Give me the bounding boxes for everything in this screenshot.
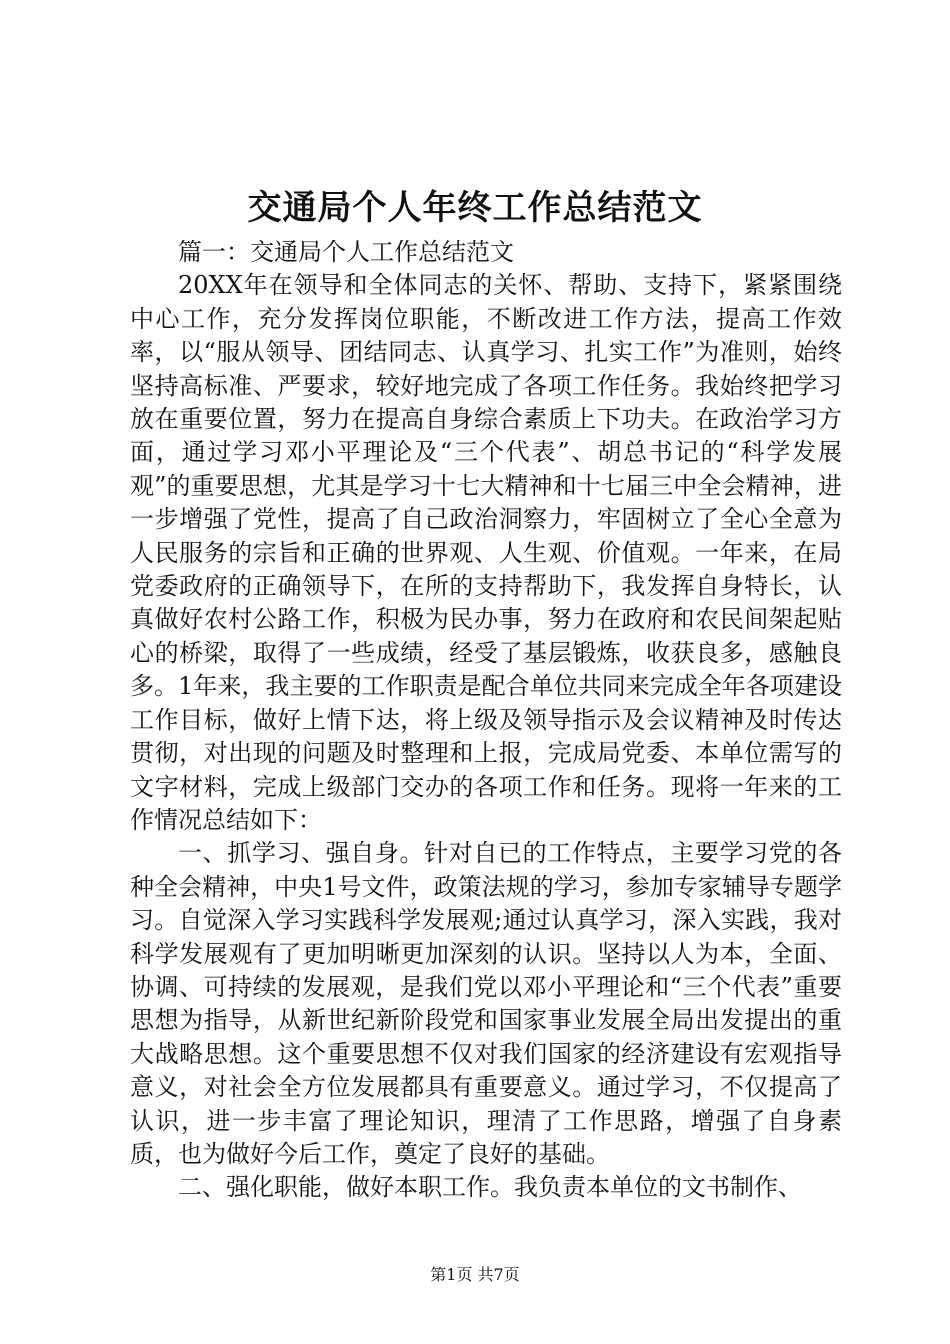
- section-heading: 篇一：交通局个人工作总结范文: [178, 238, 514, 266]
- paragraph-intro: 20XX年在领导和全体同志的关怀、帮助、支持下，紧紧围绕中心工作，充分发挥岗位职能，不断改进工作方法，提高工作效率，以“服从领导、团结同志、认真学习、扎实工作”为准则，始终坚持高标准、严要求，较好地完成了各项工作任务。我始终把学习放在重要位置，努力在提高自身综合素质上下功夫。在政治学习方面，通过学习邓小平理论及“三个代表”、胡总书记的“科学发展观”的重要思想，尤其是学习十七大精神和十七届三中全会精神，进一步增强了党性，提高了自己政治洞察力，牢固树立了全心全意为人民服务的宗旨和正确的世界观、人生观、价值观。一年来，在局党委政府的正确领导下，在所的支持帮助下，我发挥自身特长，认真做好农村公路工作，积极为民办事，努力在政府和农民间架起贴心的桥梁，取得了一些成绩，经受了基层锻炼，收获良多，感触良多。1年来，我主要的工作职责是配合单位共同来完成全年各项建设工作目标，做好上情下达，将上级及领导指示及会议精神及时传达贯彻，对出现的问题及时整理和上报，完成局党委、本单位需写的文字材料，完成上级部门交办的各项工作和任务。现将一年来的工作情况总结如下：: [130, 271, 842, 834]
- paragraph-duties: 二、强化职能，做好本职工作。我负责本单位的文书制作、: [178, 1173, 802, 1202]
- document-title: 交通局个人年终工作总结范文: [247, 188, 703, 228]
- paragraph-study: 一、抓学习、强自身。针对自已的工作特点，主要学习党的各种全会精神，中央1号文件，政策法规的学习，参加专家辅导专题学习。自觉深入学习实践科学发展观;通过认真学习，深入实践，我对科学发展观有了更加明晰更加深刻的认识。坚持以人为本，全面、协调、可持续的发展观，是我们党以邓小平理论和“三个代表”重要思想为指导，从新世纪新阶段党和国家事业发展全局出发提出的重大战略思想。这个重要思想不仅对我们国家的经济建设有宏观指导意义，对社会全方位发展都具有重要意义。通过学习，不仅提高了认识，进一步丰富了理论知识，理清了工作思路，增强了自身素质，也为做好今后工作，奠定了良好的基础。: [130, 839, 842, 1168]
- page-footer: 第1页 共7页: [430, 1265, 520, 1284]
- document-body: [130, 236, 842, 1205]
